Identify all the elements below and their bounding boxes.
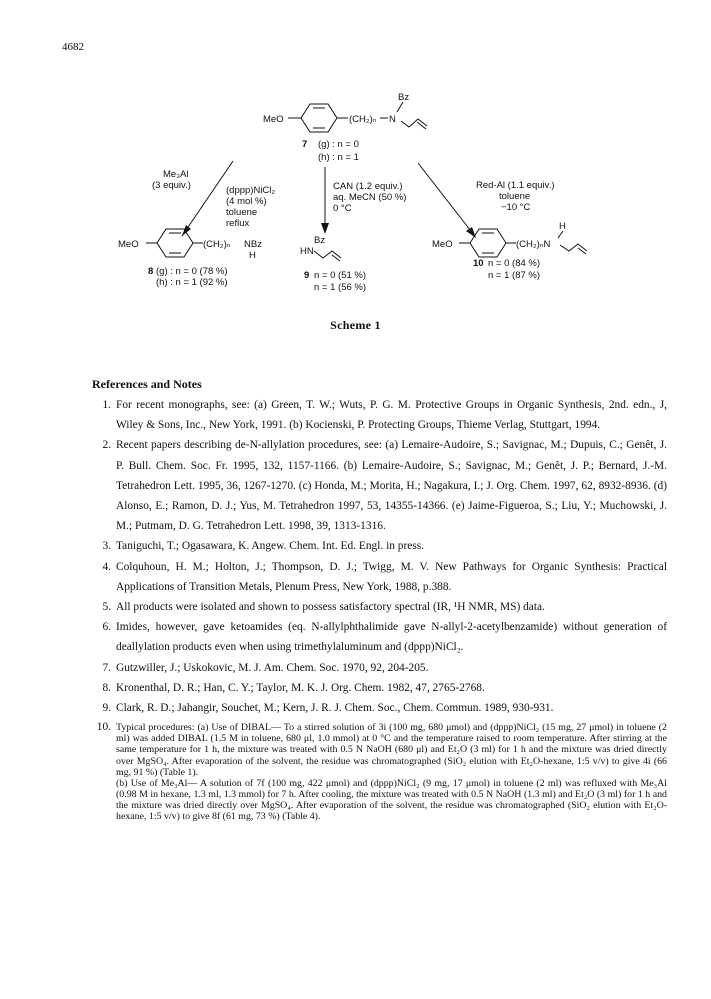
reference-text: For recent monographs, see: (a) Green, T. W.; Wuts, P. G. M. Protective Groups in Organic Synthesis, 2nd. edn., J, Wiley & Sons, Inc., New York, 1991. (b) Kocienski, P. Protecting Groups, Thieme Verlag, Stuttgart, 1994. (116, 399, 667, 432)
h-label-8: H (249, 250, 256, 261)
hn-label-9: HN (300, 246, 314, 257)
solvent-left: toluene (226, 207, 258, 218)
reference-number: 7. (102, 661, 111, 674)
reference-item (92, 557, 667, 597)
bz-label-7: Bz (398, 92, 410, 103)
meo-label-8: MeO (118, 239, 139, 250)
compound-10-number: 10 (473, 258, 484, 269)
reference-text: Recent papers describing de-N-allylation procedures, see: (a) Lemaire-Audoire, S.; Savignac, M.; Dupuis, C.; Genêt, J. P. Bull. Chem. Soc. Fr. 1995, 132, 1157-1166. (b) Lemaire-Audoire, S.; Savignac, M.; Genêt, J. P.; Bernard, J.-M. Tetrahedron Lett. 1995, 36, 1267-1270. (c) Honda, M.; Morita, H.; Nagakura, I.; J. Org. Chem. 1997, 62, 8932-8936. (d) Alonso, E.; Ramon, D. J.; Yus, M. Tetrahedron 1997, 53, 14355-14366. (e) Jaime-Figueroa, S.; Liu, Y.; Muchowski, J. M.; Putmam, D. G. Tetrahedron Lett. 1998, 39, 1313-1316. (116, 439, 667, 533)
reference-item-procedures (92, 718, 667, 822)
reference-number: 5. (102, 601, 111, 614)
reference-item (92, 617, 667, 657)
reference-item (92, 698, 667, 718)
chain-label-10: (CH₂)ₙN (516, 239, 551, 250)
right-cond-3: −10 °C (501, 202, 531, 213)
page-number: 4682 (62, 41, 84, 53)
reference-item (92, 435, 667, 536)
compound-10-line1: n = 0 (84 %) (488, 258, 541, 269)
procedure-dibal: Typical procedures: (a) Use of DIBAL— To a stirred solution of 3i (100 mg, 680 μmol) and (dppp)NiCl₂ (15 mg, 27 μmol) in toluene (2 ml) was added DIBAL (1.5 M in toluene, 680 μl, 1.0 mmol) at 0 °C and the temperature raised to room temperature. After stirring at the same temperature for 1 h, the mixture was treated with 0.5 N NaOH (680 μl) and Et₂O (3 ml) for 1 h and the mixture was dried directly over MgSO₄. After evaporation of the solvent, the residue was chromatographed (SiO₂ elution with Et₂O-hexane, 1:5 v/v) to give 4i (66 mg, 91 %) (Table 1). (116, 722, 667, 778)
reference-text: All products were isolated and shown to possess satisfactory spectral (IR, ¹H NMR, MS) data. (116, 601, 545, 614)
compound-8-h: (h) : n = 1 (92 %) (156, 277, 228, 288)
arrow-right (418, 163, 474, 235)
reagent-me3al-equiv: (3 equiv.) (152, 180, 191, 191)
chain-label-8: (CH₂)ₙ (203, 239, 231, 250)
reference-list (92, 395, 667, 822)
reference-item (92, 597, 667, 617)
reference-item (92, 395, 667, 435)
compound-9-number: 9 (304, 270, 310, 281)
reagent-me3al: Me₃Al (163, 169, 189, 180)
nbz-label-8: NBz (244, 239, 262, 250)
reference-number: 3. (102, 540, 111, 553)
meo-label-7: MeO (263, 114, 284, 125)
middle-cond-1: CAN (1.2 equiv.) (333, 181, 403, 192)
compound-7-number: 7 (302, 139, 308, 150)
meo-label-10: MeO (432, 239, 453, 250)
reference-text: Taniguchi, T.; Ogasawara, K. Angew. Chem. Int. Ed. Engl. in press. (116, 540, 425, 553)
reaction-scheme (0, 0, 711, 320)
reference-number: 1. (102, 399, 111, 411)
catalyst-loading: (4 mol %) (226, 196, 267, 207)
reference-text: Imides, however, gave ketoamides (eq. N-allylphthalimide gave N-allyl-2-acetylbenzamide) without generation of deallylation products even when using trimethylaluminum and (dppp)NiCl₂. (116, 621, 667, 654)
compound-10-line2: n = 1 (87 %) (488, 270, 541, 281)
compound-9-line2: n = 1 (56 %) (314, 282, 367, 293)
reference-number: 9. (102, 702, 111, 715)
reference-number: 4. (102, 560, 111, 573)
compound-7-g: (g) : n = 0 (318, 139, 359, 150)
compound-8-g: (g) : n = 0 (78 %) (156, 266, 228, 277)
middle-cond-2: aq. MeCN (50 %) (333, 192, 407, 203)
procedure-me3al: (b) Use of Me₃Al— A solution of 7f (100 mg, 422 μmol) and (dppp)NiCl₂ (9 mg, 17 μmol) in toluene (2 ml) was refluxed with Me₃Al (0.98 M in hexane, 1.3 ml, 1.3 mmol) for 7 h. After cooling, the mixture was treated with 0.5 N NaOH (1.3 ml) and Et₂O (3 ml) for 1 h and the mixture was dried directly over MgSO₄. After evaporation of the solvent, the residue was chromatographed (SiO₂ elution with Et₂O-hexane, 1:5 v/v) to give 8f (61 mg, 73 %) (Table 4). (116, 777, 667, 822)
right-cond-2: toluene (499, 191, 531, 202)
catalyst-label: (dppp)NiCl₂ (226, 185, 276, 196)
reference-text: Clark, R. D.; Jahangir, Souchet, M.; Kern, J. R. J. Chem. Soc., Chem. Commun. 1989, 930-931. (116, 702, 554, 715)
compound-8-number: 8 (148, 266, 154, 277)
compound-7-h: (h) : n = 1 (318, 152, 359, 163)
chain-label-7: (CH₂)ₙ (349, 114, 377, 125)
reference-text: Colquhoun, H. M.; Holton, J.; Thompson, D. J.; Twigg, M. V. New Pathways for Organic Synthesis: Practical Applications of Transition Metals, Plenum Press, New York, 1988, p.388. (116, 560, 667, 593)
scheme-title: Scheme 1 (330, 318, 381, 332)
bz-label-9: Bz (314, 235, 326, 246)
reference-number: 2. (102, 439, 111, 452)
middle-cond-3: 0 °C (333, 203, 352, 214)
reference-item (92, 658, 667, 678)
reference-item (92, 536, 667, 556)
reference-number: 6. (102, 621, 111, 634)
references-heading: References and Notes (92, 377, 202, 391)
allyl-chain-9 (314, 251, 341, 258)
reference-item (92, 678, 667, 698)
n-atom-7: N (389, 114, 396, 125)
temp-left: reflux (226, 218, 250, 229)
reference-text: Kronenthal, D. R.; Han, C. Y.; Taylor, M. K. J. Org. Chem. 1982, 47, 2765-2768. (116, 681, 485, 694)
right-cond-1: Red-Al (1.1 equiv.) (476, 180, 555, 191)
reference-number: 10. (96, 721, 111, 734)
h-label-10: H (559, 221, 566, 232)
reference-text: Gutzwiller, J.; Uskokovic, M. J. Am. Chem. Soc. 1970, 92, 204-205. (116, 661, 429, 674)
reference-number: 8. (102, 681, 111, 694)
compound-9-line1: n = 0 (51 %) (314, 270, 367, 281)
